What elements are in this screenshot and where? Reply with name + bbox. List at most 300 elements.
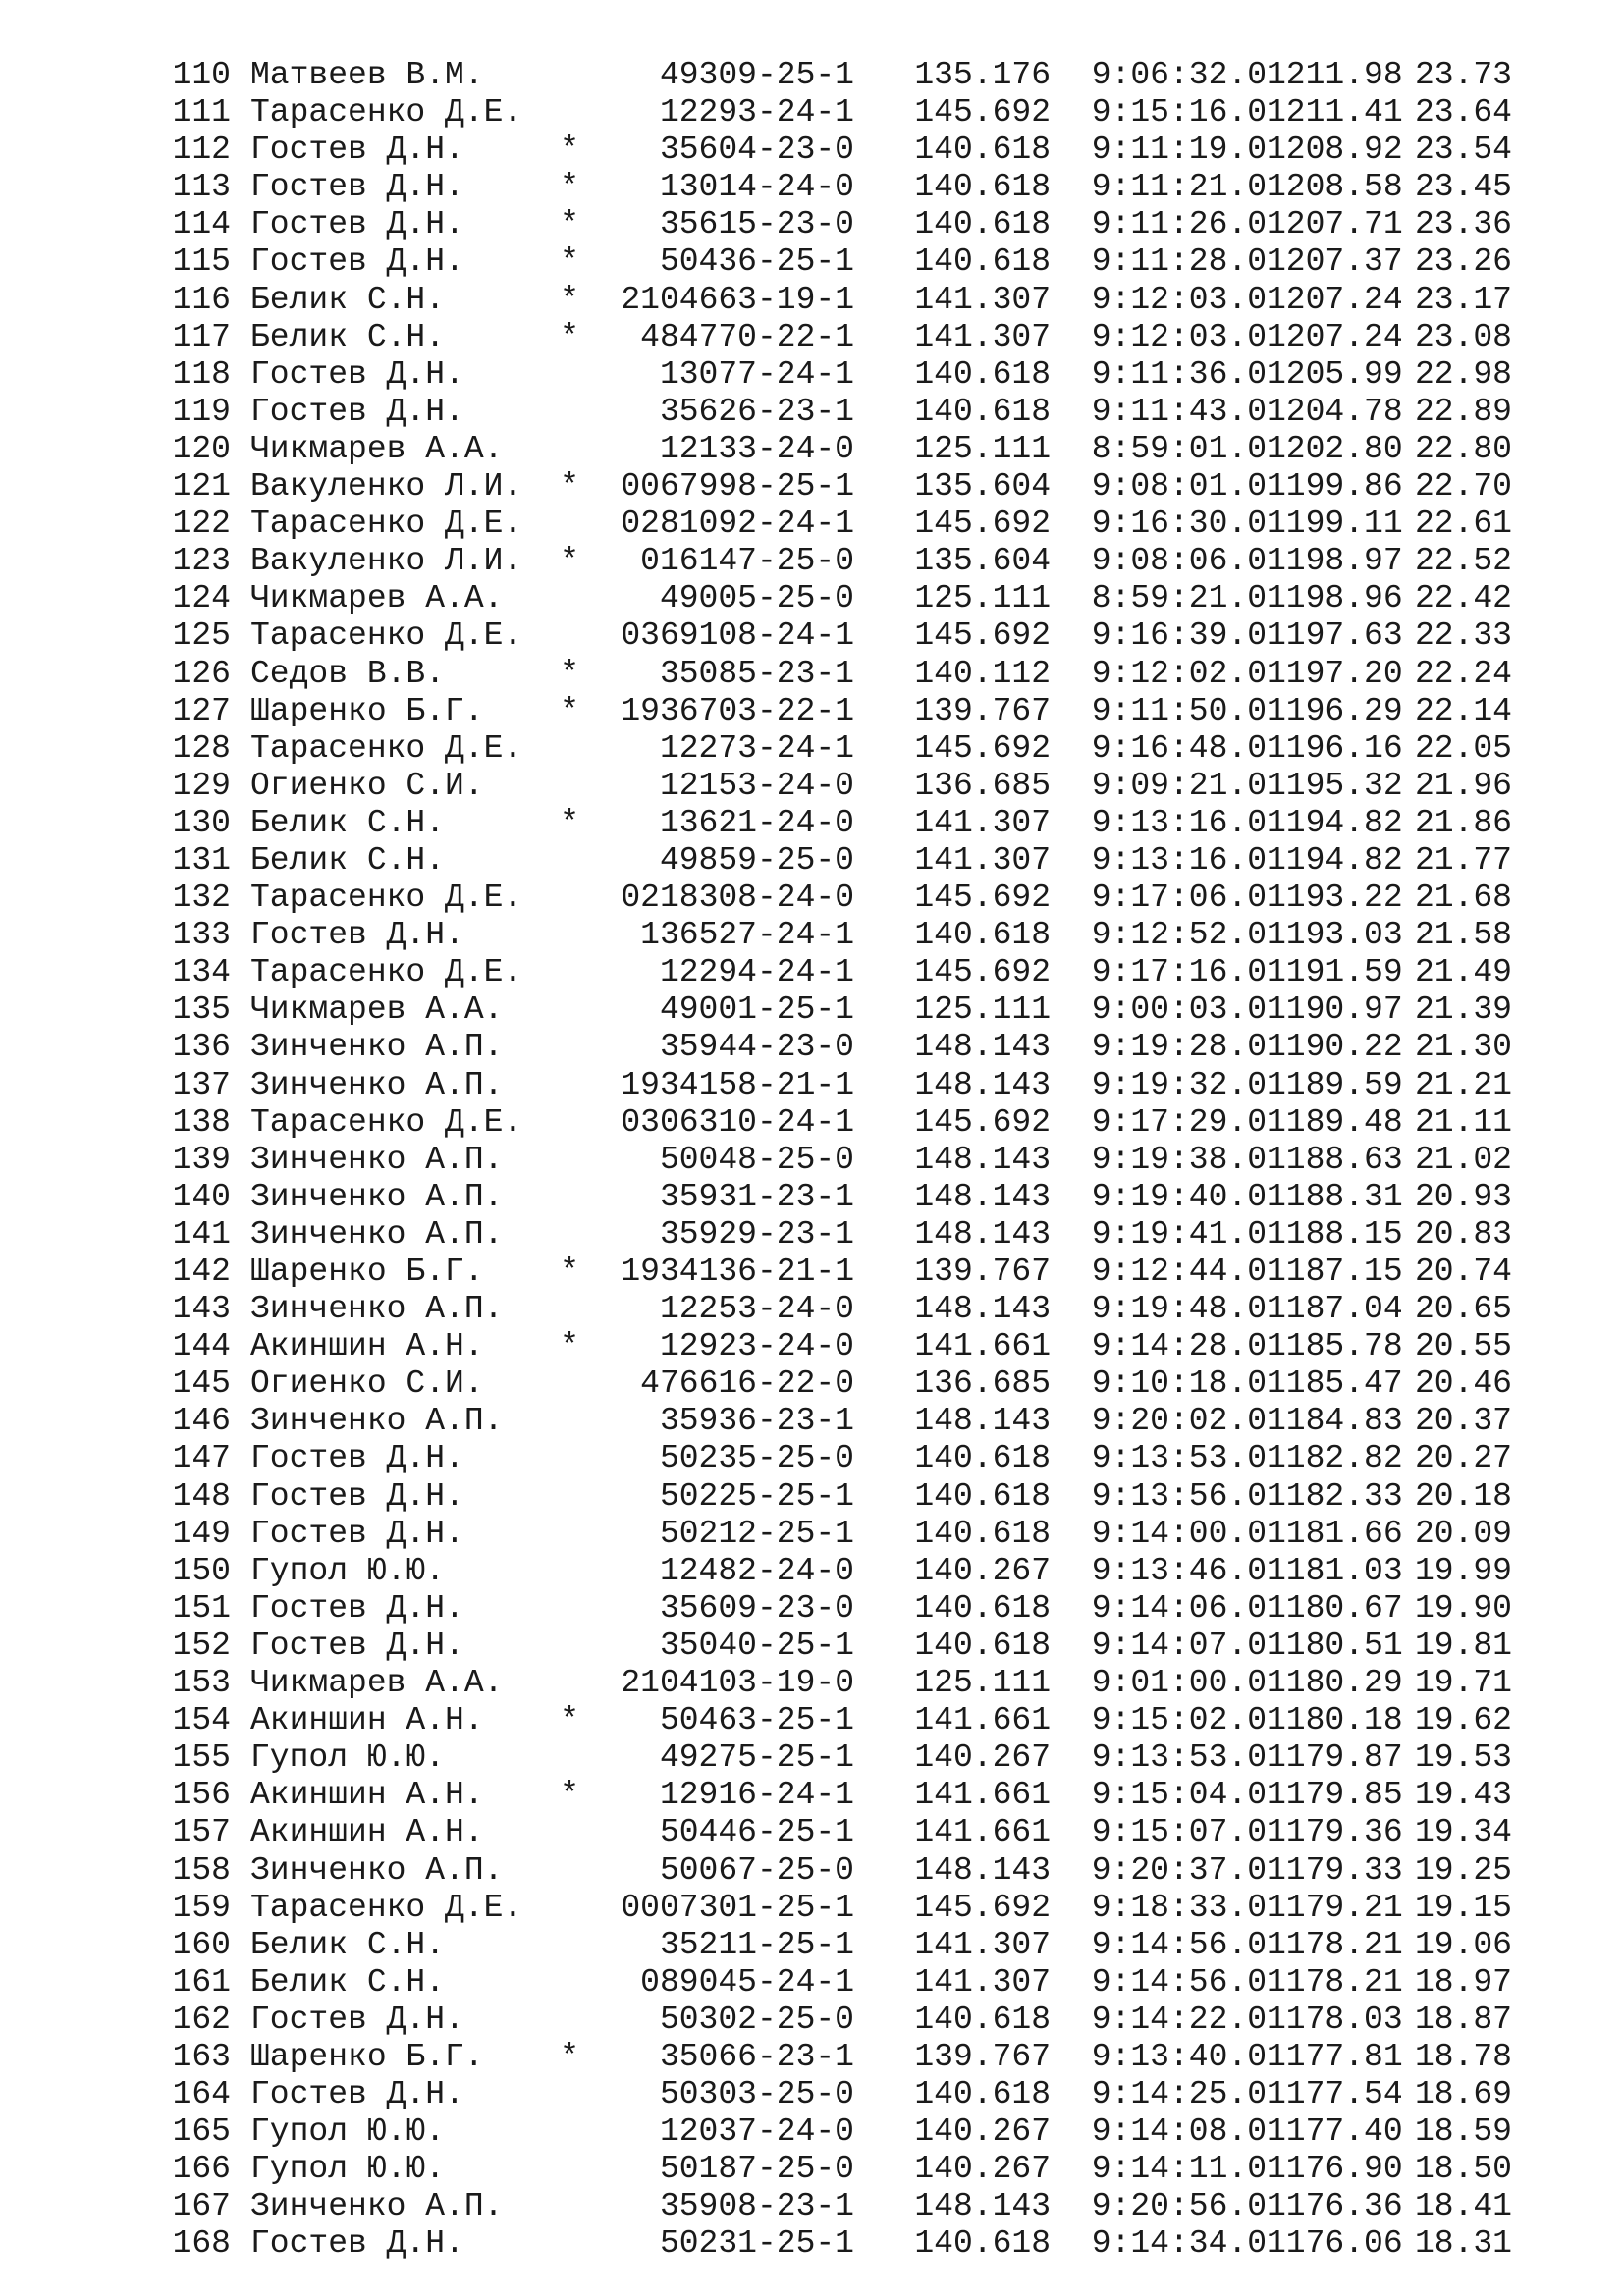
- speed-cell: 1187.04: [1267, 1291, 1403, 1328]
- ring-number-cell: 35211-25-1: [659, 1926, 854, 1963]
- arrival-time-cell: 9:13:46.0: [1091, 1552, 1267, 1589]
- speed-cell: 1191.59: [1267, 954, 1403, 991]
- points-cell: 20.37: [1414, 1403, 1512, 1440]
- mark-cell: *: [560, 655, 579, 692]
- arrival-time-cell: 9:17:29.0: [1091, 1103, 1267, 1141]
- position-cell: 131: [172, 841, 231, 879]
- position-cell: 115: [172, 243, 231, 281]
- fancier-name-cell: Зинченко А.П.: [250, 2188, 504, 2225]
- arrival-time-cell: 9:14:00.0: [1091, 1515, 1267, 1552]
- speed-cell: 1202.80: [1267, 430, 1403, 467]
- speed-cell: 1177.54: [1267, 2076, 1403, 2113]
- position-cell: 129: [172, 767, 231, 804]
- arrival-time-cell: 9:11:43.0: [1091, 393, 1267, 430]
- ring-number-cell: 2104103-19-0: [621, 1665, 854, 1702]
- position-cell: 136: [172, 1029, 231, 1066]
- speed-cell: 1179.87: [1267, 1739, 1403, 1777]
- distance-cell: 140.618: [914, 393, 1051, 430]
- points-cell: 18.41: [1414, 2188, 1512, 2225]
- ring-number-cell: 13621-24-0: [659, 804, 854, 841]
- ring-number-cell: 35929-23-1: [659, 1215, 854, 1253]
- distance-cell: 125.111: [914, 430, 1051, 467]
- table-row: [172, 2151, 1512, 2188]
- points-cell: 19.43: [1414, 1777, 1512, 1814]
- speed-cell: 1197.63: [1267, 617, 1403, 655]
- points-cell: 19.90: [1414, 1589, 1512, 1627]
- table-row: [172, 1852, 1512, 1890]
- table-row: [172, 506, 1512, 543]
- position-cell: 116: [172, 281, 231, 318]
- distance-cell: 140.267: [914, 2151, 1051, 2188]
- mark-cell: *: [560, 543, 579, 580]
- distance-cell: 141.661: [914, 1814, 1051, 1851]
- position-cell: 150: [172, 1552, 231, 1589]
- position-cell: 162: [172, 2001, 231, 2038]
- table-row: [172, 1142, 1512, 1179]
- arrival-time-cell: 9:13:53.0: [1091, 1440, 1267, 1477]
- table-row: [172, 2002, 1512, 2039]
- table-row: [172, 580, 1512, 617]
- table-row: [172, 282, 1512, 319]
- fancier-name-cell: Чикмарев А.А.: [250, 991, 504, 1029]
- fancier-name-cell: Гостев Д.Н.: [250, 2076, 464, 2113]
- position-cell: 157: [172, 1814, 231, 1851]
- position-cell: 143: [172, 1291, 231, 1328]
- position-cell: 160: [172, 1926, 231, 1963]
- points-cell: 21.30: [1414, 1029, 1512, 1066]
- mark-cell: *: [560, 692, 579, 729]
- ring-number-cell: 50446-25-1: [659, 1814, 854, 1851]
- distance-cell: 139.767: [914, 1254, 1051, 1290]
- arrival-time-cell: 9:14:56.0: [1091, 1926, 1267, 1963]
- position-cell: 166: [172, 2151, 231, 2188]
- speed-cell: 1199.86: [1267, 468, 1403, 506]
- speed-cell: 1184.83: [1267, 1403, 1403, 1440]
- fancier-name-cell: Тарасенко Д.Е.: [250, 94, 523, 132]
- arrival-time-cell: 9:19:32.0: [1091, 1066, 1267, 1103]
- position-cell: 152: [172, 1627, 231, 1664]
- arrival-time-cell: 9:19:38.0: [1091, 1141, 1267, 1178]
- table-row: [172, 1590, 1512, 1628]
- arrival-time-cell: 9:14:25.0: [1091, 2076, 1267, 2113]
- points-cell: 23.26: [1414, 243, 1512, 281]
- table-row: [172, 543, 1512, 580]
- position-cell: 114: [172, 206, 231, 243]
- distance-cell: 140.618: [914, 1627, 1051, 1664]
- position-cell: 164: [172, 2076, 231, 2113]
- points-cell: 22.98: [1414, 355, 1512, 393]
- ring-number-cell: 0281092-24-1: [621, 506, 854, 543]
- speed-cell: 1188.31: [1267, 1178, 1403, 1215]
- arrival-time-cell: 9:19:48.0: [1091, 1291, 1267, 1328]
- arrival-time-cell: 9:15:04.0: [1091, 1777, 1267, 1814]
- speed-cell: 1208.58: [1267, 169, 1403, 206]
- table-row: [172, 1814, 1512, 1851]
- distance-cell: 140.618: [914, 2076, 1051, 2113]
- ring-number-cell: 1934158-21-1: [621, 1066, 854, 1103]
- arrival-time-cell: 9:16:39.0: [1091, 617, 1267, 655]
- distance-cell: 148.143: [914, 1066, 1051, 1103]
- points-cell: 23.36: [1414, 206, 1512, 243]
- table-row: [172, 243, 1512, 281]
- ring-number-cell: 12133-24-0: [659, 430, 854, 467]
- points-cell: 22.05: [1414, 729, 1512, 767]
- mark-cell: *: [560, 1328, 579, 1365]
- speed-cell: 1204.78: [1267, 393, 1403, 430]
- table-row: [172, 617, 1512, 655]
- ring-number-cell: 12923-24-0: [659, 1328, 854, 1365]
- fancier-name-cell: Гостев Д.Н.: [250, 132, 464, 169]
- arrival-time-cell: 9:17:16.0: [1091, 954, 1267, 991]
- fancier-name-cell: Огиенко С.И.: [250, 1365, 484, 1403]
- speed-cell: 1177.81: [1267, 2038, 1403, 2075]
- distance-cell: 140.112: [914, 655, 1051, 692]
- mark-cell: *: [560, 132, 579, 169]
- points-cell: 23.64: [1414, 94, 1512, 132]
- fancier-name-cell: Гостев Д.Н.: [250, 393, 464, 430]
- points-cell: 20.55: [1414, 1328, 1512, 1365]
- points-cell: 23.45: [1414, 169, 1512, 206]
- table-row: [172, 319, 1512, 356]
- table-row: [172, 1254, 1512, 1291]
- distance-cell: 141.307: [914, 804, 1051, 841]
- ring-number-cell: 50187-25-0: [659, 2151, 854, 2188]
- mark-cell: *: [560, 206, 579, 243]
- points-cell: 18.50: [1414, 2151, 1512, 2188]
- position-cell: 122: [172, 506, 231, 543]
- position-cell: 133: [172, 917, 231, 954]
- fancier-name-cell: Чикмарев А.А.: [250, 430, 504, 467]
- speed-cell: 1178.03: [1267, 2001, 1403, 2038]
- points-cell: 21.68: [1414, 880, 1512, 917]
- arrival-time-cell: 9:12:44.0: [1091, 1254, 1267, 1290]
- table-row: [172, 768, 1512, 805]
- distance-cell: 148.143: [914, 1291, 1051, 1328]
- fancier-name-cell: Гупол Ю.Ю.: [250, 2113, 446, 2151]
- fancier-name-cell: Шаренко Б.Г.: [250, 692, 484, 729]
- distance-cell: 148.143: [914, 1215, 1051, 1253]
- ring-number-cell: 0306310-24-1: [621, 1103, 854, 1141]
- arrival-time-cell: 9:16:48.0: [1091, 729, 1267, 767]
- table-row: [172, 1665, 1512, 1702]
- ring-number-cell: 50302-25-0: [659, 2001, 854, 2038]
- distance-cell: 148.143: [914, 1178, 1051, 1215]
- position-cell: 156: [172, 1777, 231, 1814]
- speed-cell: 1208.92: [1267, 132, 1403, 169]
- points-cell: 23.54: [1414, 132, 1512, 169]
- fancier-name-cell: Тарасенко Д.Е.: [250, 880, 523, 917]
- position-cell: 151: [172, 1589, 231, 1627]
- points-cell: 21.96: [1414, 767, 1512, 804]
- points-cell: 21.02: [1414, 1141, 1512, 1178]
- mark-cell: *: [560, 243, 579, 281]
- ring-number-cell: 0369108-24-1: [621, 617, 854, 655]
- position-cell: 127: [172, 692, 231, 729]
- distance-cell: 135.604: [914, 543, 1051, 580]
- table-row: [172, 132, 1512, 169]
- position-cell: 163: [172, 2038, 231, 2075]
- fancier-name-cell: Гостев Д.Н.: [250, 243, 464, 281]
- speed-cell: 1207.24: [1267, 318, 1403, 355]
- table-row: [172, 1104, 1512, 1142]
- points-cell: 21.86: [1414, 804, 1512, 841]
- fancier-name-cell: Гостев Д.Н.: [250, 1515, 464, 1552]
- fancier-name-cell: Белик С.Н.: [250, 281, 446, 318]
- ring-number-cell: 50436-25-1: [659, 243, 854, 281]
- points-cell: 18.59: [1414, 2113, 1512, 2151]
- points-cell: 20.46: [1414, 1365, 1512, 1403]
- speed-cell: 1187.15: [1267, 1254, 1403, 1290]
- ring-number-cell: 35604-23-0: [659, 132, 854, 169]
- table-row: [172, 842, 1512, 880]
- points-cell: 22.89: [1414, 393, 1512, 430]
- distance-cell: 148.143: [914, 1141, 1051, 1178]
- position-cell: 121: [172, 468, 231, 506]
- speed-cell: 1207.71: [1267, 206, 1403, 243]
- speed-cell: 1196.29: [1267, 692, 1403, 729]
- position-cell: 123: [172, 543, 231, 580]
- ring-number-cell: 12273-24-1: [659, 729, 854, 767]
- position-cell: 119: [172, 393, 231, 430]
- table-row: [172, 1890, 1512, 1927]
- ring-number-cell: 50231-25-1: [659, 2225, 854, 2263]
- arrival-time-cell: 9:14:06.0: [1091, 1589, 1267, 1627]
- speed-cell: 1177.40: [1267, 2113, 1403, 2151]
- distance-cell: 140.618: [914, 206, 1051, 243]
- ring-number-cell: 35066-23-1: [659, 2038, 854, 2075]
- mark-cell: *: [560, 169, 579, 206]
- distance-cell: 145.692: [914, 1103, 1051, 1141]
- speed-cell: 1190.22: [1267, 1029, 1403, 1066]
- ring-number-cell: 35085-23-1: [659, 655, 854, 692]
- ring-number-cell: 50212-25-1: [659, 1515, 854, 1552]
- table-row: [172, 57, 1512, 94]
- points-cell: 20.93: [1414, 1178, 1512, 1215]
- table-row: [172, 730, 1512, 768]
- arrival-time-cell: 9:14:08.0: [1091, 2113, 1267, 2151]
- table-row: [172, 1777, 1512, 1814]
- points-cell: 19.15: [1414, 1889, 1512, 1926]
- speed-cell: 1194.82: [1267, 804, 1403, 841]
- fancier-name-cell: Вакуленко Л.И.: [250, 468, 523, 506]
- position-cell: 165: [172, 2113, 231, 2151]
- ring-number-cell: 35615-23-0: [659, 206, 854, 243]
- ring-number-cell: 49859-25-0: [659, 841, 854, 879]
- position-cell: 125: [172, 617, 231, 655]
- position-cell: 124: [172, 580, 231, 617]
- arrival-time-cell: 9:00:03.0: [1091, 991, 1267, 1029]
- points-cell: 19.34: [1414, 1814, 1512, 1851]
- table-row: [172, 1739, 1512, 1777]
- arrival-time-cell: 8:59:21.0: [1091, 580, 1267, 617]
- fancier-name-cell: Чикмарев А.А.: [250, 580, 504, 617]
- position-cell: 146: [172, 1403, 231, 1440]
- points-cell: 19.81: [1414, 1627, 1512, 1664]
- points-cell: 18.31: [1414, 2225, 1512, 2263]
- distance-cell: 141.661: [914, 1702, 1051, 1739]
- table-row: [172, 169, 1512, 206]
- position-cell: 142: [172, 1254, 231, 1290]
- arrival-time-cell: 9:14:07.0: [1091, 1627, 1267, 1664]
- results-table: [172, 57, 1512, 2264]
- points-cell: 18.97: [1414, 1963, 1512, 2001]
- table-row: [172, 94, 1512, 132]
- distance-cell: 136.685: [914, 1365, 1051, 1403]
- fancier-name-cell: Зинченко А.П.: [250, 1291, 504, 1328]
- arrival-time-cell: 9:19:41.0: [1091, 1215, 1267, 1253]
- ring-number-cell: 13077-24-1: [659, 355, 854, 393]
- arrival-time-cell: 9:11:21.0: [1091, 169, 1267, 206]
- distance-cell: 148.143: [914, 2188, 1051, 2225]
- ring-number-cell: 35936-23-1: [659, 1403, 854, 1440]
- position-cell: 132: [172, 880, 231, 917]
- fancier-name-cell: Тарасенко Д.Е.: [250, 1889, 523, 1926]
- fancier-name-cell: Вакуленко Л.И.: [250, 543, 523, 580]
- arrival-time-cell: 9:14:34.0: [1091, 2225, 1267, 2263]
- ring-number-cell: 13014-24-0: [659, 169, 854, 206]
- arrival-time-cell: 9:20:37.0: [1091, 1851, 1267, 1889]
- table-row: [172, 1179, 1512, 1216]
- points-cell: 22.42: [1414, 580, 1512, 617]
- speed-cell: 1205.99: [1267, 355, 1403, 393]
- arrival-time-cell: 9:12:03.0: [1091, 281, 1267, 318]
- arrival-time-cell: 9:11:19.0: [1091, 132, 1267, 169]
- ring-number-cell: 35609-23-0: [659, 1589, 854, 1627]
- position-cell: 138: [172, 1103, 231, 1141]
- position-cell: 158: [172, 1851, 231, 1889]
- table-row: [172, 656, 1512, 693]
- distance-cell: 140.618: [914, 2225, 1051, 2263]
- arrival-time-cell: 9:13:56.0: [1091, 1477, 1267, 1515]
- fancier-name-cell: Тарасенко Д.Е.: [250, 729, 523, 767]
- points-cell: 22.52: [1414, 543, 1512, 580]
- mark-cell: *: [560, 281, 579, 318]
- speed-cell: 1179.33: [1267, 1851, 1403, 1889]
- distance-cell: 145.692: [914, 954, 1051, 991]
- table-row: [172, 2188, 1512, 2225]
- position-cell: 155: [172, 1739, 231, 1777]
- ring-number-cell: 12153-24-0: [659, 767, 854, 804]
- arrival-time-cell: 9:11:28.0: [1091, 243, 1267, 281]
- speed-cell: 1180.29: [1267, 1665, 1403, 1702]
- position-cell: 110: [172, 57, 231, 93]
- speed-cell: 1181.03: [1267, 1552, 1403, 1589]
- table-row: [172, 1216, 1512, 1254]
- table-row: [172, 954, 1512, 991]
- speed-cell: 1207.37: [1267, 243, 1403, 281]
- points-cell: 23.17: [1414, 281, 1512, 318]
- table-row: [172, 917, 1512, 954]
- fancier-name-cell: Гостев Д.Н.: [250, 1589, 464, 1627]
- points-cell: 20.09: [1414, 1515, 1512, 1552]
- table-row: [172, 1291, 1512, 1328]
- distance-cell: 136.685: [914, 767, 1051, 804]
- speed-cell: 1188.63: [1267, 1141, 1403, 1178]
- ring-number-cell: 12916-24-1: [659, 1777, 854, 1814]
- position-cell: 148: [172, 1477, 231, 1515]
- arrival-time-cell: 9:12:52.0: [1091, 917, 1267, 954]
- mark-cell: *: [560, 1777, 579, 1814]
- distance-cell: 140.618: [914, 917, 1051, 954]
- distance-cell: 141.661: [914, 1777, 1051, 1814]
- table-row: [172, 1067, 1512, 1104]
- points-cell: 21.49: [1414, 954, 1512, 991]
- speed-cell: 1211.41: [1267, 94, 1403, 132]
- table-row: [172, 2113, 1512, 2151]
- arrival-time-cell: 9:01:00.0: [1091, 1665, 1267, 1702]
- arrival-time-cell: 9:14:22.0: [1091, 2001, 1267, 2038]
- fancier-name-cell: Гостев Д.Н.: [250, 2225, 464, 2263]
- ring-number-cell: 0007301-25-1: [621, 1889, 854, 1926]
- points-cell: 18.69: [1414, 2076, 1512, 2113]
- ring-number-cell: 35626-23-1: [659, 393, 854, 430]
- speed-cell: 1188.15: [1267, 1215, 1403, 1253]
- position-cell: 139: [172, 1141, 231, 1178]
- arrival-time-cell: 9:15:16.0: [1091, 94, 1267, 132]
- mark-cell: *: [560, 468, 579, 506]
- ring-number-cell: 49001-25-1: [659, 991, 854, 1029]
- fancier-name-cell: Тарасенко Д.Е.: [250, 1103, 523, 1141]
- distance-cell: 141.307: [914, 318, 1051, 355]
- points-cell: 21.77: [1414, 841, 1512, 879]
- table-row: [172, 1478, 1512, 1516]
- fancier-name-cell: Гостев Д.Н.: [250, 169, 464, 206]
- arrival-time-cell: 9:20:56.0: [1091, 2188, 1267, 2225]
- speed-cell: 1178.21: [1267, 1926, 1403, 1963]
- ring-number-cell: 12293-24-1: [659, 94, 854, 132]
- table-row: [172, 1964, 1512, 2002]
- mark-cell: *: [560, 2038, 579, 2075]
- points-cell: 20.65: [1414, 1291, 1512, 1328]
- distance-cell: 140.618: [914, 355, 1051, 393]
- ring-number-cell: 50048-25-0: [659, 1141, 854, 1178]
- points-cell: 21.39: [1414, 991, 1512, 1029]
- points-cell: 22.24: [1414, 655, 1512, 692]
- speed-cell: 1181.66: [1267, 1515, 1403, 1552]
- table-row: [172, 1403, 1512, 1440]
- table-row: [172, 1440, 1512, 1477]
- fancier-name-cell: Гостев Д.Н.: [250, 917, 464, 954]
- points-cell: 20.27: [1414, 1440, 1512, 1477]
- position-cell: 145: [172, 1365, 231, 1403]
- arrival-time-cell: 9:20:02.0: [1091, 1403, 1267, 1440]
- position-cell: 134: [172, 954, 231, 991]
- ring-number-cell: 50303-25-0: [659, 2076, 854, 2113]
- position-cell: 153: [172, 1665, 231, 1702]
- ring-number-cell: 50225-25-1: [659, 1477, 854, 1515]
- distance-cell: 145.692: [914, 617, 1051, 655]
- points-cell: 21.58: [1414, 917, 1512, 954]
- points-cell: 22.70: [1414, 468, 1512, 506]
- speed-cell: 1193.22: [1267, 880, 1403, 917]
- fancier-name-cell: Белик С.Н.: [250, 804, 446, 841]
- table-row: [172, 2225, 1512, 2263]
- arrival-time-cell: 9:14:56.0: [1091, 1963, 1267, 2001]
- ring-number-cell: 35944-23-0: [659, 1029, 854, 1066]
- fancier-name-cell: Зинченко А.П.: [250, 1066, 504, 1103]
- speed-cell: 1185.78: [1267, 1328, 1403, 1365]
- arrival-time-cell: 9:08:01.0: [1091, 468, 1267, 506]
- speed-cell: 1199.11: [1267, 506, 1403, 543]
- points-cell: 19.06: [1414, 1926, 1512, 1963]
- distance-cell: 140.618: [914, 2001, 1051, 2038]
- fancier-name-cell: Тарасенко Д.Е.: [250, 506, 523, 543]
- arrival-time-cell: 8:59:01.0: [1091, 430, 1267, 467]
- table-row: [172, 1553, 1512, 1590]
- distance-cell: 141.307: [914, 1926, 1051, 1963]
- ring-number-cell: 136527-24-1: [640, 917, 854, 954]
- fancier-name-cell: Шаренко Б.Г.: [250, 2038, 484, 2075]
